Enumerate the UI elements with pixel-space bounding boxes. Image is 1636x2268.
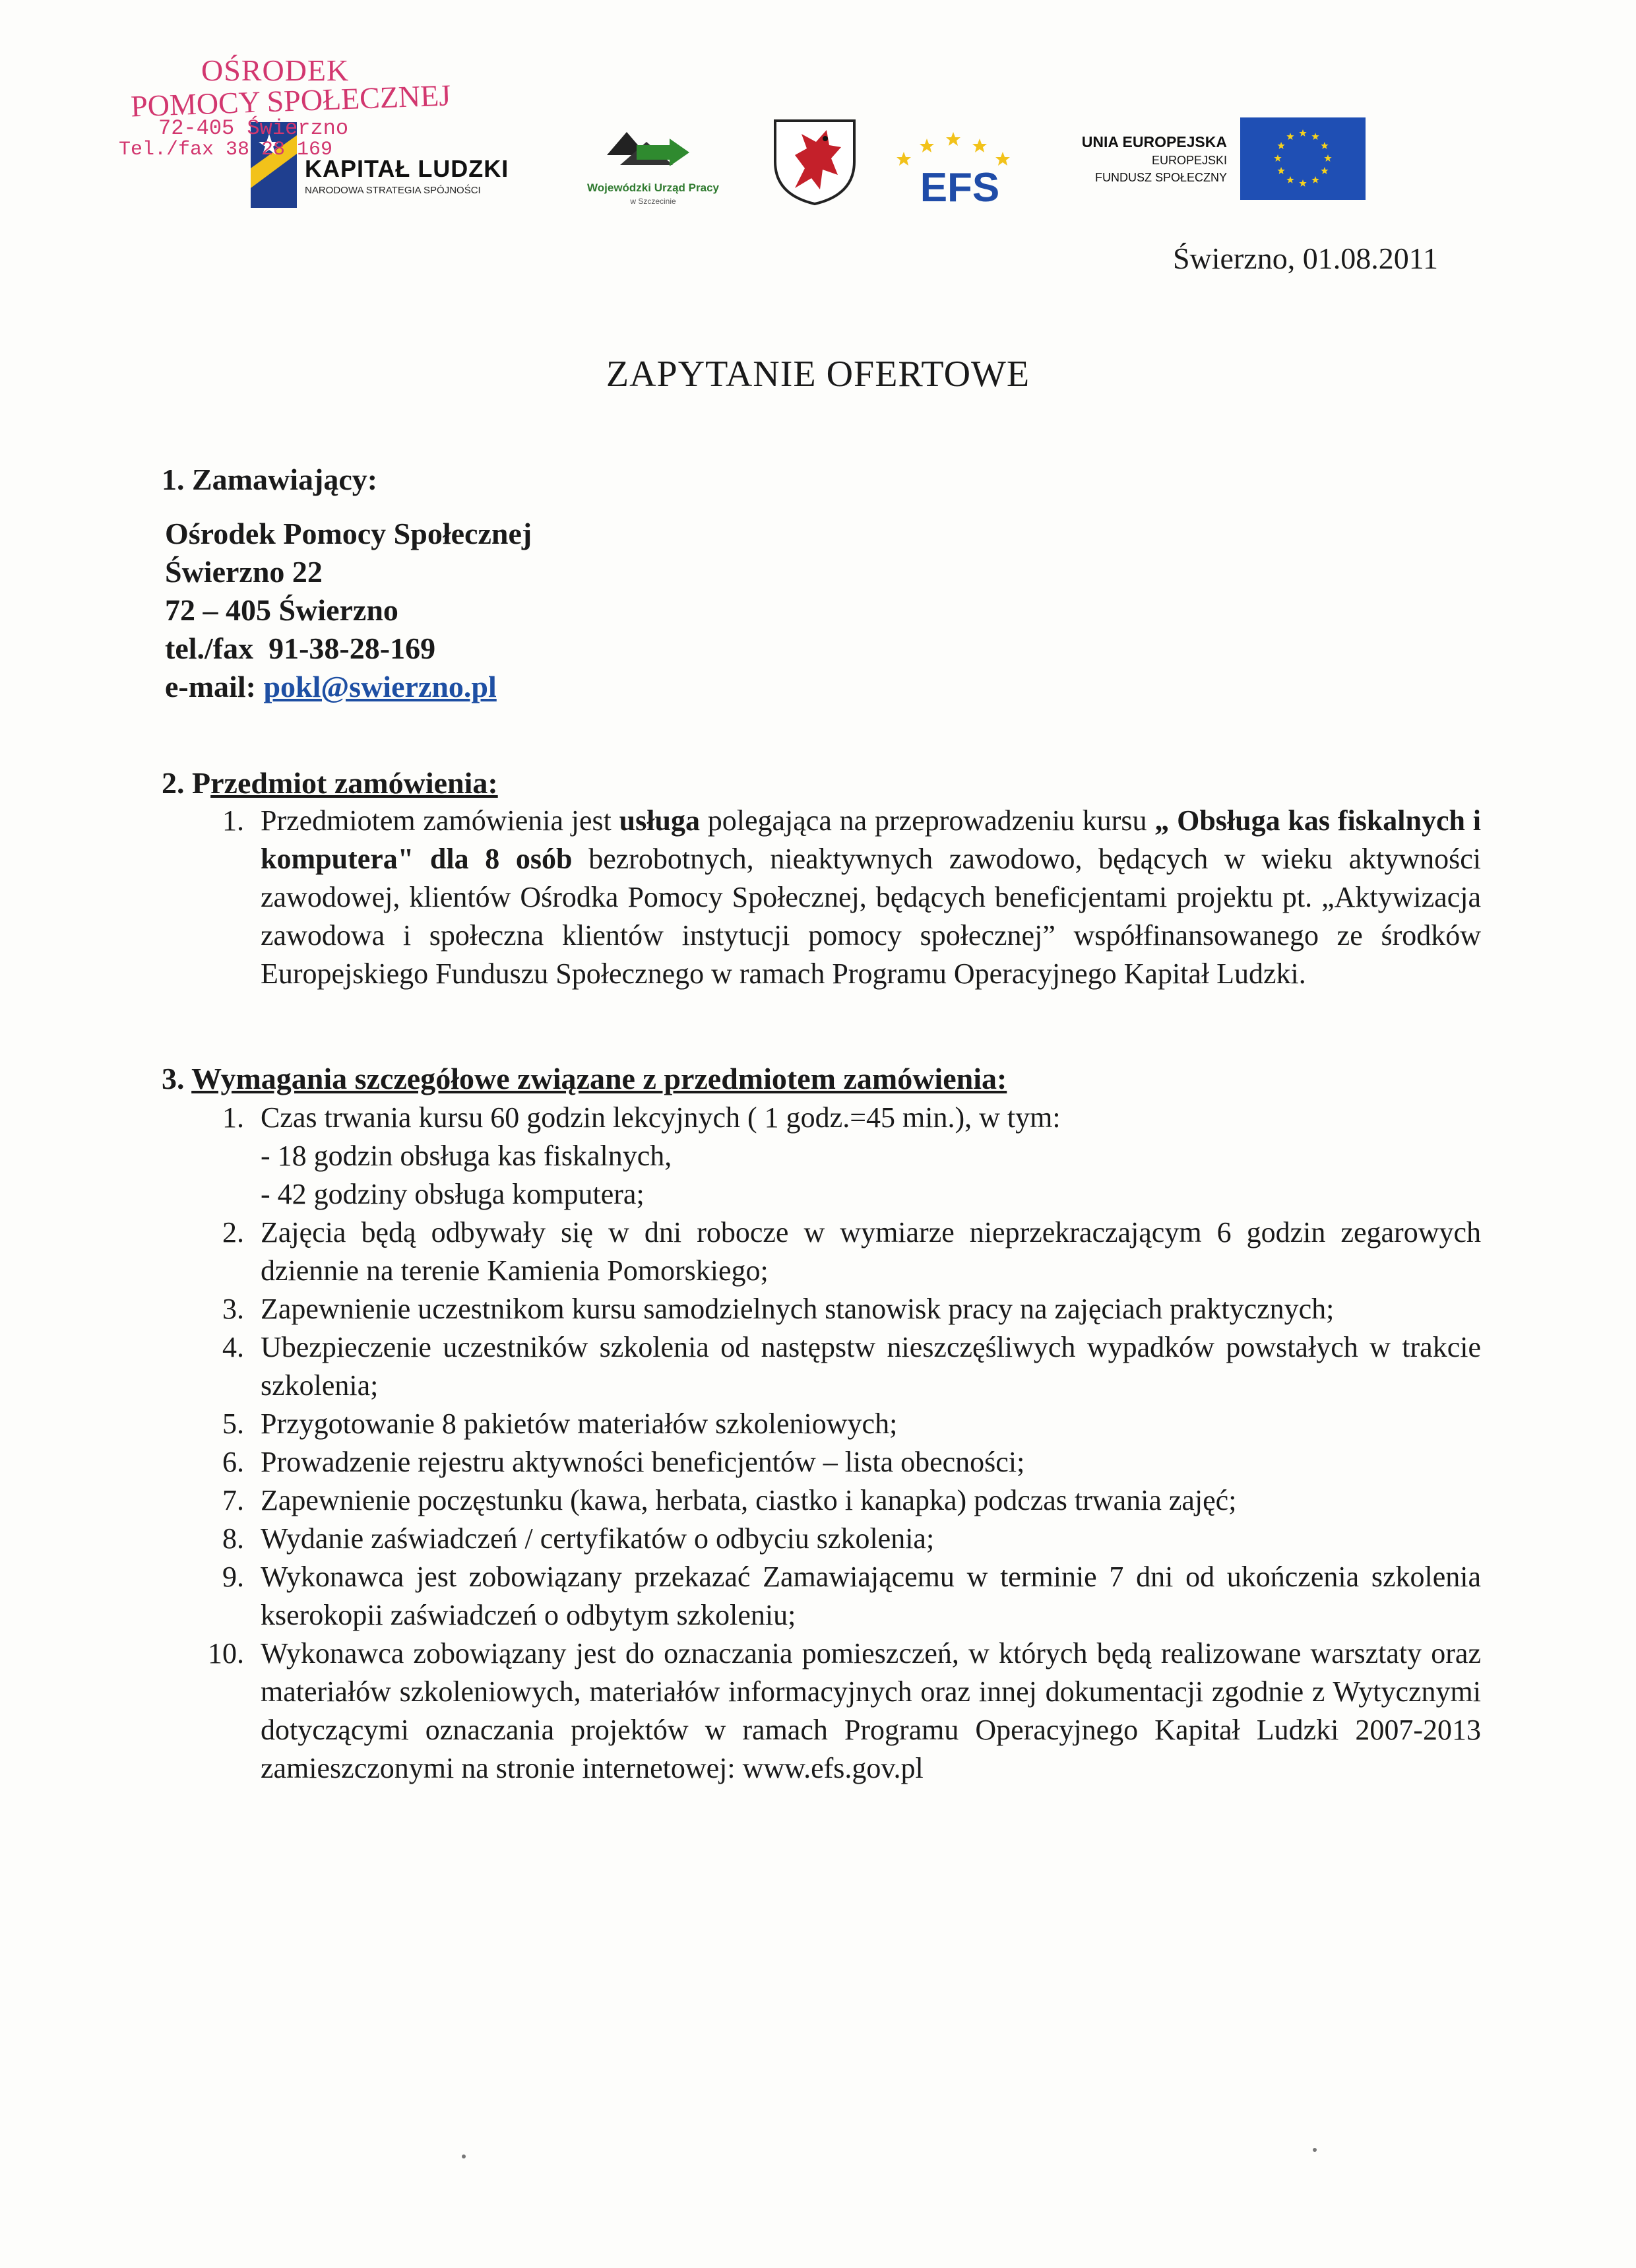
list-item xyxy=(204,1635,1481,1788)
list-subitem: - 42 godziny obsługa komputera; xyxy=(261,1178,645,1210)
email-label: e-mail: xyxy=(165,670,264,703)
list-item xyxy=(204,802,1481,993)
section-2-heading-text: rzedmiot zamówienia: xyxy=(210,766,498,800)
list-item-number: 2. xyxy=(222,1216,244,1248)
item-bold-part: usługa xyxy=(619,804,700,837)
list-item-number: 3. xyxy=(222,1293,244,1325)
efs-logo xyxy=(887,115,1032,208)
item-bold-part: „ Obsługa kas fiskalnych i komputera" dla 8 osób xyxy=(261,804,1481,875)
list-item xyxy=(204,1290,1481,1328)
stamp-line-3: 72-405 Świerzno xyxy=(158,116,349,141)
list-item-number: 4. xyxy=(222,1331,244,1363)
list-item-number: 9. xyxy=(222,1561,244,1593)
list-item xyxy=(204,1481,1481,1520)
wup-name: Wojewódzki Urząd Pracy xyxy=(587,181,719,194)
section-3-list xyxy=(204,1099,1481,1788)
list-item-text: Zapewnienie uczestnikom kursu samodzielnych stanowisk pracy na zajęciach praktycznych; xyxy=(261,1293,1335,1325)
list-subitem: - 18 godzin obsługa kas fiskalnych, xyxy=(261,1140,672,1172)
section-2-heading xyxy=(162,765,498,800)
list-item-number: 8. xyxy=(222,1522,244,1555)
address-line-4: tel./fax 91-38-28-169 xyxy=(165,632,436,665)
address-line-3: 72 – 405 Świerzno xyxy=(165,593,398,627)
wup-arrows-icon xyxy=(600,119,693,178)
list-item-number: 6. xyxy=(222,1446,244,1478)
stamp-line-2: POMOCY SPOŁECZNEJ xyxy=(130,78,451,123)
address-line-1: Ośrodek Pomocy Społecznej xyxy=(165,517,532,550)
list-item xyxy=(204,1214,1481,1290)
list-item-text: Wydanie zaświadczeń / certyfikatów o odbyciu szkolenia; xyxy=(261,1522,935,1555)
eu-label-line-2: EUROPEJSKI xyxy=(1151,154,1227,167)
list-item-text: Ubezpieczenie uczestników szkolenia od następstw nieszczęśliwych wypadków powstałych w trakcie szkolenia; xyxy=(261,1331,1481,1402)
address-line-2: Świerzno 22 xyxy=(165,555,323,589)
list-item-text: Wykonawca zobowiązany jest do oznaczania pomieszczeń, w których będą realizowane warsztaty oraz materiałów szkoleniowych, materiałów informacyjnych oraz innej dokumentacji zgodnie z Wytycznymi dotyczącymi oznaczania projektów w ramach Programu Operacyjnego Kapitał Ludzki 2007-2013 zamieszczonymi na stronie internetowej: www.efs.gov.pl xyxy=(261,1637,1481,1784)
list-item xyxy=(204,1520,1481,1558)
eu-label-line-1: UNIA EUROPEJSKA xyxy=(1081,133,1227,150)
list-item xyxy=(204,1443,1481,1481)
list-item-number: 5. xyxy=(222,1408,244,1440)
list-item-number: 1. xyxy=(222,1101,244,1134)
list-item-text: Wykonawca jest zobowiązany przekazać Zamawiającemu w terminie 7 dni od ukończenia szkolenia kserokopii zaświadczeń o odbytym szkoleniu; xyxy=(261,1561,1481,1631)
list-item xyxy=(204,1099,1481,1214)
eu-label xyxy=(1049,132,1227,186)
scan-speck xyxy=(462,2155,466,2158)
stamp-line-1: OŚRODEK xyxy=(201,53,350,87)
wup-city: w Szczecinie xyxy=(630,197,676,206)
wup-logo xyxy=(574,119,732,218)
list-item xyxy=(204,1558,1481,1635)
kapital-ludzki-title: KAPITAŁ LUDZKI xyxy=(305,155,509,182)
email-line xyxy=(165,668,532,706)
list-item-text: Zajęcia będą odbywały się w dni robocze w wymiarze nieprzekraczającym 6 godzin zegarowych dziennie na terenie Kamienia Pomorskiego; xyxy=(261,1216,1481,1287)
document-title: ZAPYTANIE OFERTOWE xyxy=(606,354,1030,395)
institution-stamp xyxy=(119,53,488,185)
email-link[interactable]: pokl@swierzno.pl xyxy=(263,670,497,703)
list-item-text: Prowadzenie rejestru aktywności beneficjentów – lista obecności; xyxy=(261,1446,1025,1478)
efs-text: EFS xyxy=(920,165,1000,208)
griffin-coat-of-arms-icon xyxy=(769,115,861,208)
item-text-part: Przedmiotem zamówienia jest xyxy=(261,804,619,837)
list-item-number: 7. xyxy=(222,1484,244,1516)
item-text-part: polegająca na przeprowadzeniu kursu xyxy=(699,804,1155,837)
kapital-ludzki-subtitle: NARODOWA STRATEGIA SPÓJNOŚCI xyxy=(305,185,481,196)
section-3-heading-number: 3. xyxy=(162,1062,192,1095)
eu-flag-icon xyxy=(1240,117,1366,200)
list-item xyxy=(204,1328,1481,1405)
stamp-line-4: Tel./fax 38 28 169 xyxy=(119,139,333,161)
list-item-text: Zapewnienie poczęstunku (kawa, herbata, ciastko i kanapka) podczas trwania zajęć; xyxy=(261,1484,1237,1516)
scan-speck xyxy=(1313,2148,1317,2152)
list-item-text: Czas trwania kursu 60 godzin lekcyjnych ( 1 godz.=45 min.), w tym: xyxy=(261,1101,1061,1134)
section-3-heading xyxy=(162,1061,1007,1096)
section-2-heading-number: 2. P xyxy=(162,766,211,800)
eu-label-line-3: FUNDUSZ SPOŁECZNY xyxy=(1094,171,1227,184)
item-text-part: bezrobotnych, nieaktywnych zawodowo, będących w wieku aktywności zawodowej, klientów Ośrodka Pomocy Społecznej, będących beneficjentami projektu pt. „Aktywizacja zawodowa i społeczna klientów instytucji pomocy społecznej” współfinansowanego ze środków Europejskiego Funduszu Społecznego w ramach Programu Operacyjnego Kapitał Ludzki. xyxy=(261,843,1481,990)
document-date: Świerzno, 01.08.2011 xyxy=(1172,242,1438,275)
list-item xyxy=(204,1405,1481,1443)
list-item-number: 1. xyxy=(222,804,244,837)
section-2-list xyxy=(204,802,1481,993)
list-item-text: Przygotowanie 8 pakietów materiałów szkoleniowych; xyxy=(261,1408,898,1440)
contracting-party-address xyxy=(165,515,532,706)
list-item-number: 10. xyxy=(208,1637,244,1669)
section-1-heading: 1. Zamawiający: xyxy=(162,463,378,496)
section-3-heading-text: Wymagania szczegółowe związane z przedmiotem zamówienia: xyxy=(191,1062,1007,1095)
